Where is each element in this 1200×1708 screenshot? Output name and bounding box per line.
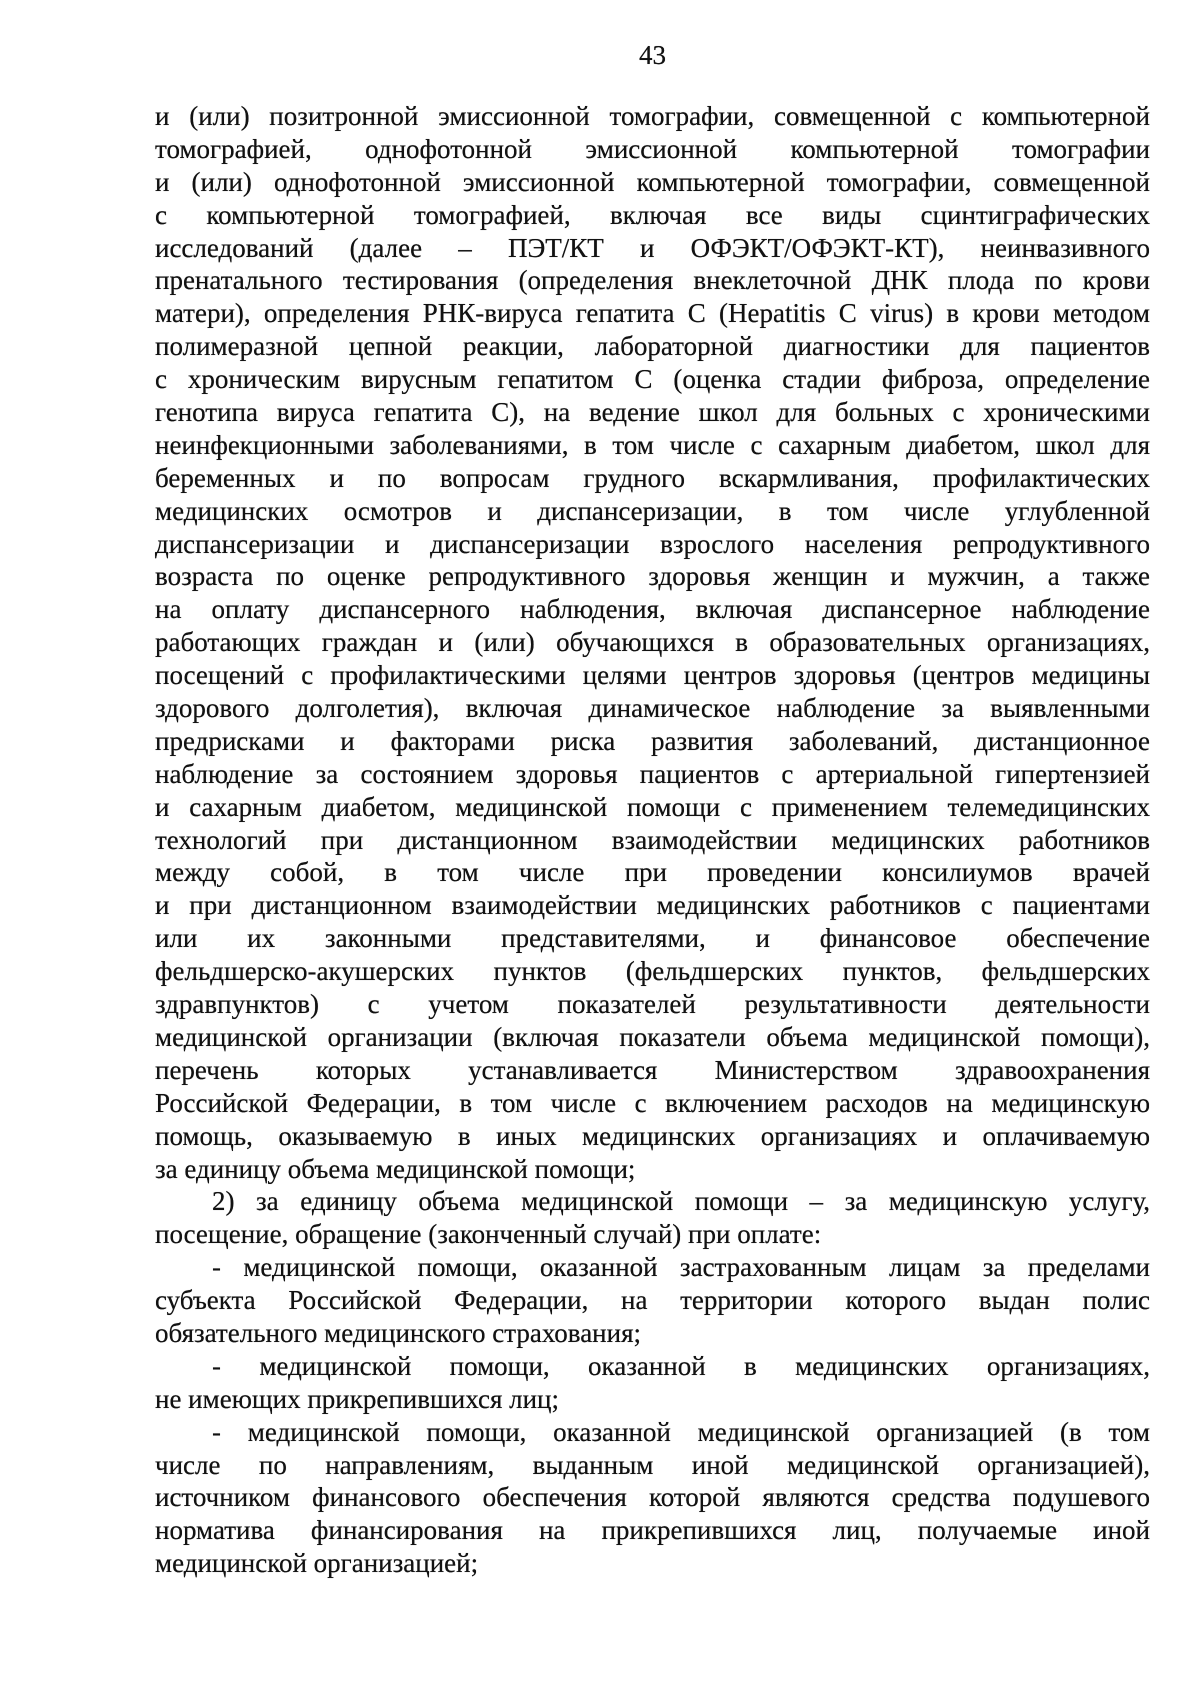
text-line: за единицу объема медицинской помощи; — [155, 1153, 636, 1184]
text-line: норматива финансирования на прикрепившихся лиц, получаемые иной — [155, 1515, 1150, 1546]
text-line: - медицинской помощи, оказанной застрахованным лицам за пределами — [212, 1252, 1150, 1283]
text-line: числе по направлениям, выданным иной медицинской организацией), — [155, 1449, 1150, 1480]
text-line: - медицинской помощи, оказанной в медицинских организациях, — [212, 1350, 1150, 1381]
text-line: диспансеризации и диспансеризации взрослого населения репродуктивного — [155, 528, 1150, 559]
text-line: беременных и по вопросам грудного вскармливания, профилактических — [155, 462, 1150, 493]
text-line: с компьютерной томографией, включая все виды сцинтиграфических — [155, 199, 1150, 230]
text-line: с хроническим вирусным гепатитом C (оценка стадии фиброза, определение — [155, 364, 1150, 395]
text-line: неинфекционными заболеваниями, в том числе с сахарным диабетом, школ для — [155, 429, 1150, 460]
text-line: перечень которых устанавливается Министерством здравоохранения — [155, 1054, 1150, 1085]
document-body — [155, 100, 1150, 1580]
text-line: посещений с профилактическими целями центров здоровья (центров медицины — [155, 660, 1150, 691]
paragraph-dash-no-attached-persons — [155, 1350, 1150, 1416]
text-line: исследований (далее – ПЭТ/КТ и ОФЭКТ/ОФЭКТ-КТ), неинвазивного — [155, 232, 1150, 263]
text-line: медицинских осмотров и диспансеризации, в том числе углубленной — [155, 495, 1150, 526]
paragraph-dash-other-organization-funding — [155, 1416, 1150, 1580]
text-line: наблюдение за состоянием здоровья пациентов с артериальной гипертензией — [155, 758, 1150, 789]
text-line: фельдшерско-акушерских пунктов (фельдшерских пунктов, фельдшерских — [155, 956, 1150, 987]
text-line: или их законными представителями, и финансовое обеспечение — [155, 923, 1150, 954]
text-line: работающих граждан и (или) обучающихся в образовательных организациях, — [155, 627, 1150, 658]
text-line: помощь, оказываемую в иных медицинских организациях и оплачиваемую — [155, 1120, 1150, 1151]
text-line: здравпунктов) с учетом показателей результативности деятельности — [155, 989, 1150, 1020]
text-line: не имеющих прикрепившихся лиц; — [155, 1383, 559, 1414]
text-line: - медицинской помощи, оказанной медицинской организацией (в том — [212, 1416, 1150, 1447]
text-line: источником финансового обеспечения которой являются средства подушевого — [155, 1482, 1150, 1513]
text-line: и (или) однофотонной эмиссионной компьютерной томографии, совмещенной — [155, 166, 1150, 197]
text-line: и сахарным диабетом, медицинской помощи с применением телемедицинских — [155, 791, 1150, 822]
text-line: медицинской организации (включая показатели объема медицинской помощи), — [155, 1021, 1150, 1052]
text-line: и при дистанционном взаимодействии медицинских работников с пациентами — [155, 890, 1150, 921]
text-line: здорового долголетия), включая динамическое наблюдение за выявленными — [155, 693, 1150, 724]
text-line: предрисками и факторами риска развития заболеваний, дистанционное — [155, 725, 1150, 756]
text-line: между собой, в том числе при проведении консилиумов врачей — [155, 857, 1150, 888]
text-line: технологий при дистанционном взаимодействии медицинских работников — [155, 824, 1150, 855]
text-line: медицинской организацией; — [155, 1548, 479, 1579]
paragraph-dash-out-of-region-insured — [155, 1251, 1150, 1350]
text-line: 2) за единицу объема медицинской помощи – за медицинскую услугу, — [212, 1186, 1150, 1217]
text-line: томографией, однофотонной эмиссионной компьютерной томографии — [155, 133, 1150, 164]
paragraph-tariff-continuation — [155, 100, 1150, 1185]
paragraph-item-2-per-unit-of-volume — [155, 1185, 1150, 1251]
text-line: обязательного медицинского страхования; — [155, 1317, 641, 1348]
text-line: генотипа вируса гепатита C), на ведение школ для больных с хроническими — [155, 397, 1150, 428]
text-line: матери), определения РНК-вируса гепатита C (Hepatitis C virus) в крови методом — [155, 298, 1150, 329]
text-line: Российской Федерации, в том числе с включением расходов на медицинскую — [155, 1087, 1150, 1118]
text-line: субъекта Российской Федерации, на территории которого выдан полис — [155, 1285, 1150, 1316]
text-line: пренатального тестирования (определения внеклеточной ДНК плода по крови — [155, 265, 1150, 296]
text-line: и (или) позитронной эмиссионной томографии, совмещенной с компьютерной — [155, 101, 1150, 131]
text-line: возраста по оценке репродуктивного здоровья женщин и мужчин, а также — [155, 561, 1150, 592]
page-number: 43 — [639, 40, 666, 70]
text-line: посещение, обращение (законченный случай) при оплате: — [155, 1219, 822, 1250]
text-line: на оплату диспансерного наблюдения, включая диспансерное наблюдение — [155, 594, 1150, 625]
text-line: полимеразной цепной реакции, лабораторной диагностики для пациентов — [155, 331, 1150, 362]
